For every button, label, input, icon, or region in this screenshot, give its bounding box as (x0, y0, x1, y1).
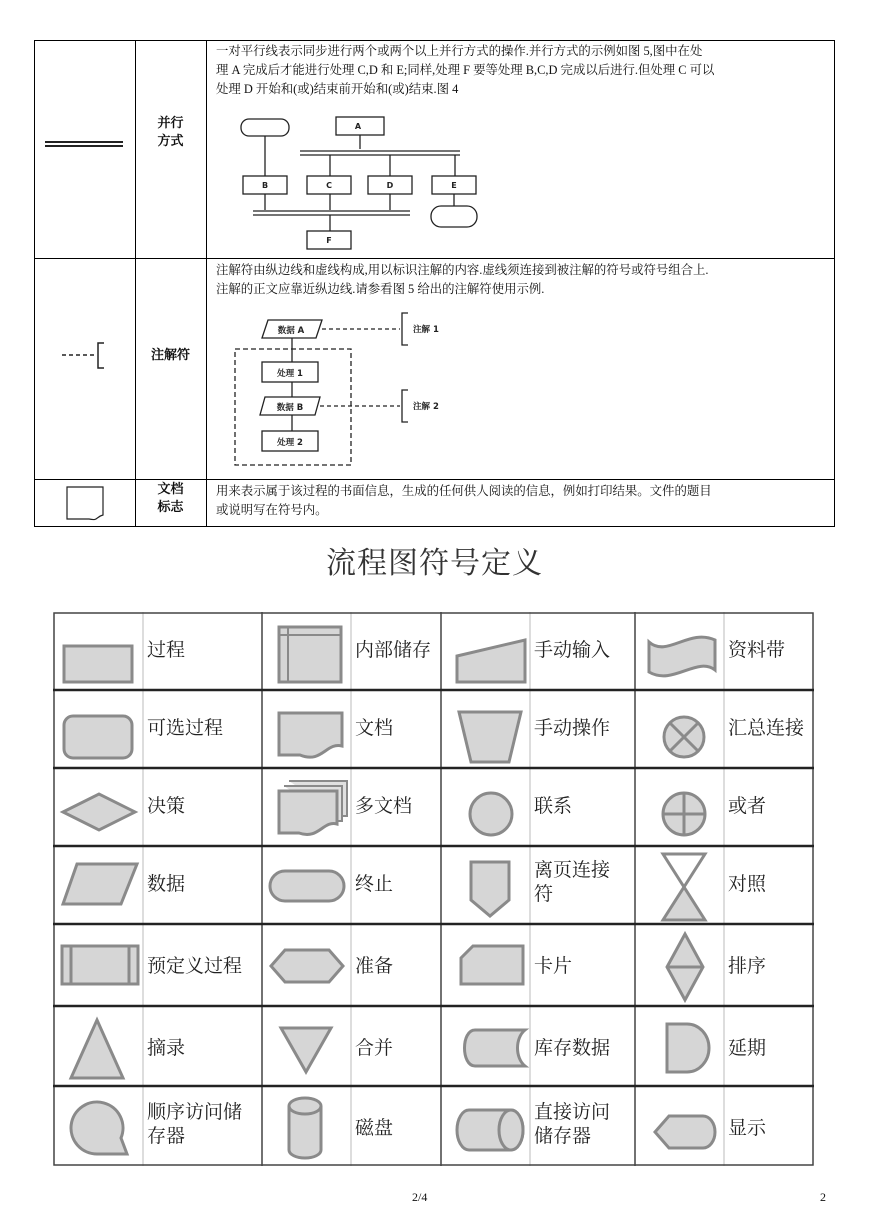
symbol-label: 准备 (355, 955, 394, 977)
process-icon (61, 636, 137, 684)
stored-data-icon (459, 1026, 529, 1070)
symbol-label: 库存数据 (534, 1037, 611, 1059)
symbol-label: 内部储存 (355, 639, 432, 661)
or-icon (659, 788, 709, 840)
symbol-label: 预定义过程 (147, 955, 243, 977)
summing-junction-icon (659, 712, 709, 762)
symbol-label: 直接访问储存器 (534, 1101, 611, 1147)
flowchart-description-table (34, 40, 835, 527)
description-line: 一对平行线表示同步进行两个或两个以上并行方式的操作.并行方式的示例如图 5,图中在处 (216, 44, 703, 58)
symbol-label: 资料带 (728, 639, 786, 661)
sequential-access-storage-icon (67, 1098, 131, 1158)
row-description-annotation (216, 261, 830, 299)
description-line: 注解符由纵边线和虚线构成,用以标识注解的内容.虚线须连接到被注解的符号或符号组合上. (216, 263, 709, 277)
description-line: 处理 D 开始和(或)结束前开始和(或)结束.图 4 (216, 82, 459, 96)
preparation-icon (267, 946, 347, 986)
symbol-label: 数据 (147, 873, 186, 895)
annotation-symbol-icon (60, 341, 110, 371)
figure-label: E (451, 181, 457, 190)
symbol-label: 显示 (728, 1117, 767, 1139)
symbol-label: 手动输入 (534, 639, 611, 661)
row-name-line: 并行 (157, 116, 184, 131)
column-divider (135, 41, 136, 526)
description-line: 注解的正文应靠近纵边线.请参看图 5 给出的注解符使用示例. (216, 282, 545, 296)
symbol-label: 延期 (728, 1037, 767, 1059)
alternate-process-icon (61, 712, 137, 762)
manual-operation-icon (455, 708, 525, 766)
figure-label: B (261, 181, 269, 190)
row-name-document (135, 481, 206, 517)
row-description-document (216, 482, 830, 520)
figure-label: C (326, 181, 332, 190)
row-name-line: 文档 (157, 482, 184, 497)
manual-input-icon (453, 636, 529, 686)
symbol-label: 文档 (355, 717, 394, 739)
connector-icon (465, 788, 517, 840)
symbol-label: 排序 (728, 955, 767, 977)
symbol-label: 顺序访问储存器 (147, 1101, 243, 1147)
display-icon (651, 1112, 719, 1154)
row-divider (35, 258, 834, 259)
description-line: 理 A 完成后才能进行处理 C,D 和 E;同样,处理 F 要等处理 B,C,D 完成以后进行.但处理 C 可以 (216, 63, 715, 77)
figure-label: A (354, 122, 362, 131)
description-line: 或说明写在符号内。 (216, 503, 328, 517)
internal-storage-icon (276, 624, 346, 684)
data-icon (59, 860, 141, 908)
sort-icon (663, 930, 707, 1004)
symbol-label: 多文档 (355, 795, 413, 817)
decision-icon (59, 788, 139, 836)
figure-label: D (386, 181, 394, 190)
symbol-label: 决策 (147, 795, 186, 817)
symbol-label: 过程 (147, 639, 186, 661)
merge-icon (277, 1024, 335, 1076)
document-icon (276, 710, 350, 762)
symbol-label: 可选过程 (147, 717, 224, 739)
terminator-icon (267, 868, 347, 904)
symbol-label: 或者 (728, 795, 767, 817)
symbol-label: 对照 (728, 873, 767, 895)
row-name-annotation (135, 347, 206, 365)
card-icon (457, 942, 527, 988)
symbol-label: 磁盘 (355, 1117, 394, 1139)
description-line: 用来表示属于该过程的书面信息，生成的任何供人阅读的信息，例如打印结果。文件的题目 (216, 484, 712, 498)
symbol-label: 合并 (355, 1037, 394, 1059)
row-name-line: 注解符 (150, 348, 190, 363)
off-page-connector-icon (467, 858, 513, 920)
page-number-right: 2 (820, 1190, 826, 1204)
row-name-line: 方式 (157, 134, 184, 149)
delay-icon (663, 1020, 713, 1076)
symbol-label: 手动操作 (534, 717, 611, 739)
multi-document-icon (275, 778, 351, 840)
symbol-label: 离页连接符 (534, 859, 611, 905)
parallel-example-figure (235, 111, 485, 256)
page-number-center: 2/4 (412, 1190, 428, 1204)
figure-label: 处理 2 (277, 438, 303, 448)
paper-tape-icon (645, 634, 719, 678)
row-description-parallel (216, 42, 830, 99)
figure-label: 注解 2 (413, 402, 439, 412)
flowchart-symbol-grid (53, 612, 814, 1166)
figure-label: 数据 A (277, 326, 305, 336)
symbol-label: 联系 (534, 795, 573, 817)
document-symbol-icon (65, 485, 107, 523)
column-divider (206, 41, 207, 526)
collate-icon (659, 850, 709, 924)
symbol-label: 汇总连接 (728, 717, 805, 739)
symbol-label: 卡片 (534, 955, 573, 977)
direct-access-storage-icon (453, 1106, 527, 1154)
page-title: 流程图符号定义 (326, 546, 543, 581)
extract-icon (67, 1016, 127, 1082)
figure-label: 处理 1 (277, 369, 303, 379)
figure-label: 注解 1 (413, 325, 439, 335)
figure-label: 数据 B (276, 403, 304, 413)
figure-label: F (326, 236, 332, 245)
symbol-label: 终止 (355, 873, 394, 895)
row-name-line: 标志 (157, 500, 184, 515)
magnetic-disk-icon (285, 1094, 325, 1162)
predefined-process-icon (59, 942, 141, 988)
annotation-example-figure (230, 307, 530, 471)
symbol-label: 摘录 (147, 1037, 186, 1059)
row-divider (35, 479, 834, 480)
parallel-lines-icon (43, 139, 125, 149)
row-name-parallel (135, 115, 206, 151)
